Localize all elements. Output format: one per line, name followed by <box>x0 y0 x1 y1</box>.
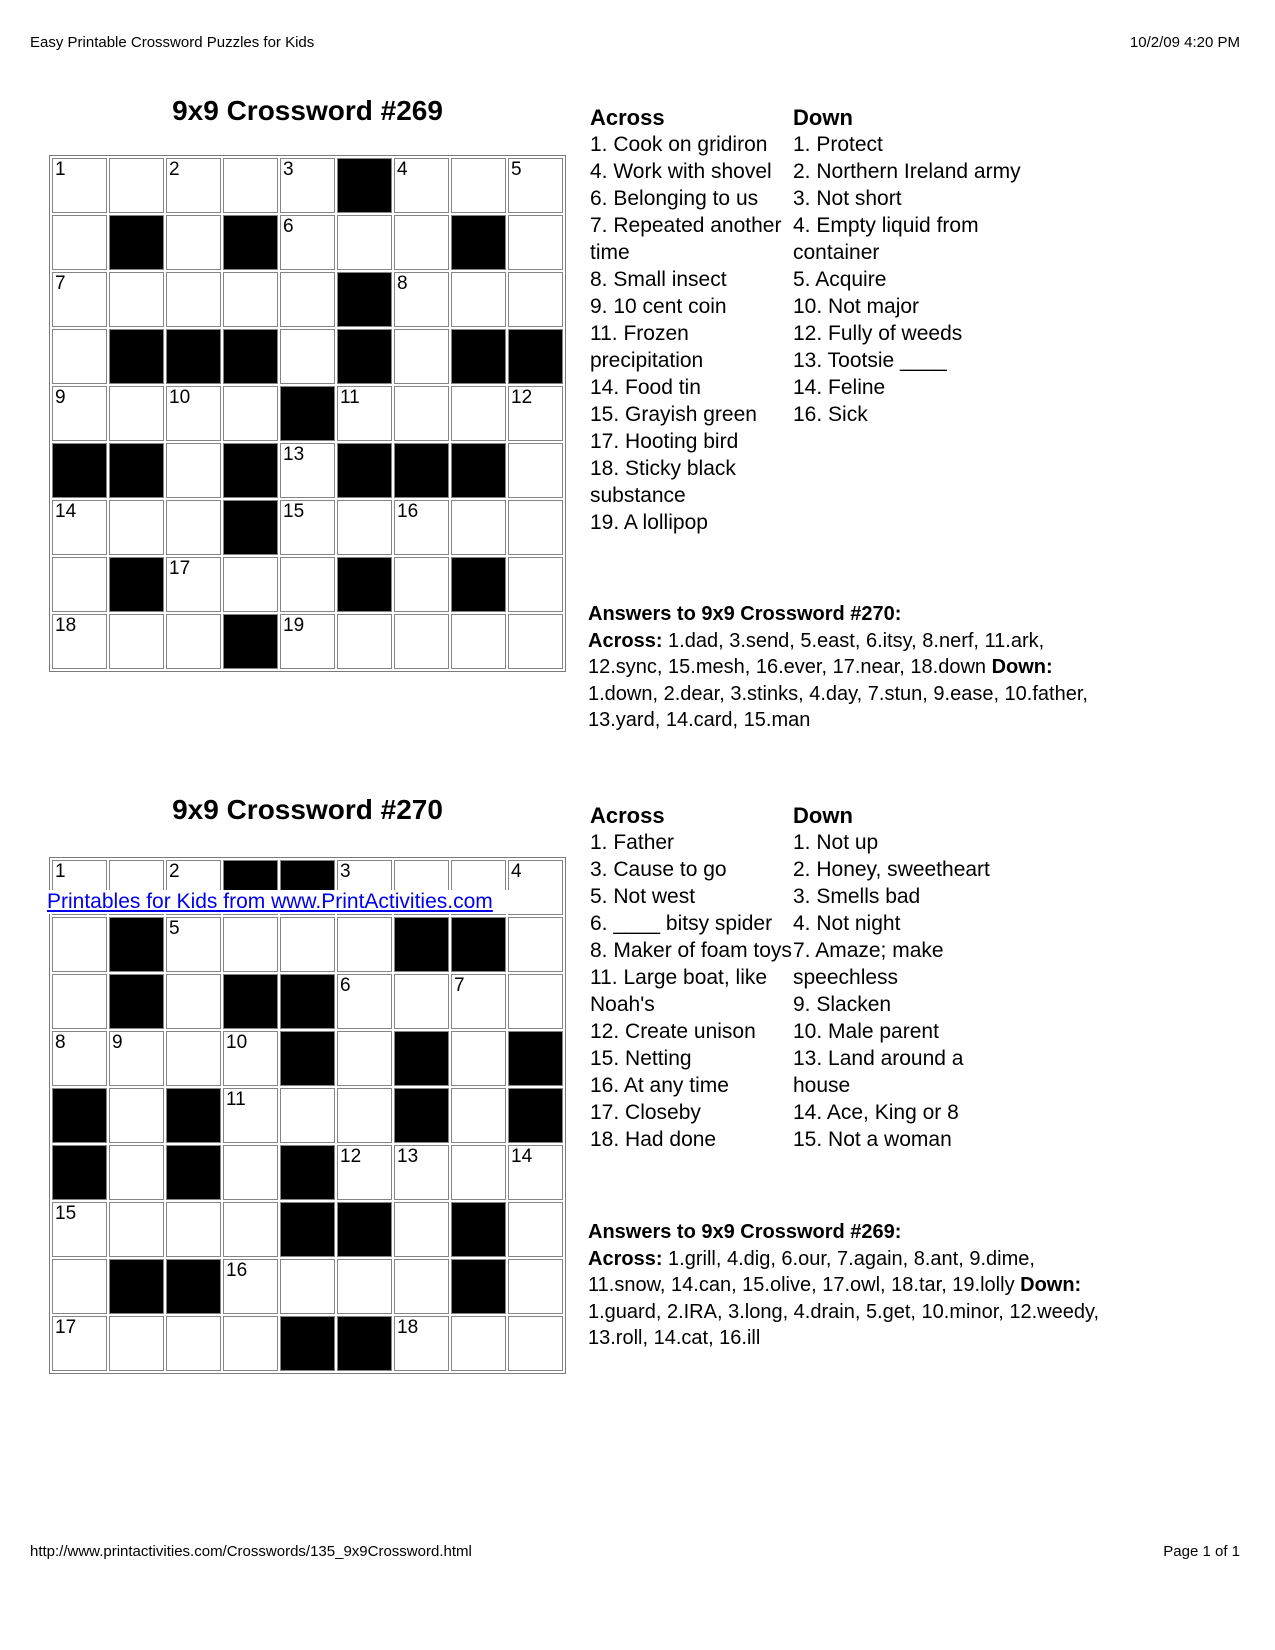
grid-cell-black <box>451 557 506 612</box>
grid-cell-black <box>451 1259 506 1314</box>
answers-line: Across: 1.grill, 4.dig, 6.our, 7.again, 8.ant, 9.dime, <box>588 1247 1035 1270</box>
clue-line: 8. Small insect <box>590 268 727 291</box>
grid-cell <box>394 1259 449 1314</box>
clue-line: 18. Sticky black <box>590 457 736 480</box>
grid-cell-black <box>394 1088 449 1143</box>
grid-cell-black <box>337 1202 392 1257</box>
cell-number: 12 <box>511 387 533 408</box>
cell-number: 4 <box>397 159 408 180</box>
grid-cell-black <box>394 1031 449 1086</box>
printables-link-strip <box>47 890 553 914</box>
cell-number: 17 <box>169 558 191 579</box>
grid-cell <box>280 272 335 327</box>
clue-line: Noah's <box>590 993 655 1016</box>
clue-line: 15. Not a woman <box>793 1128 952 1151</box>
grid-cell <box>394 272 449 327</box>
footer-page-number: Page 1 of 1 <box>1163 1543 1240 1560</box>
clue-line: 11. Large boat, like <box>590 966 768 989</box>
grid-cell-black <box>337 557 392 612</box>
grid-cell-black <box>109 1259 164 1314</box>
cell-number: 7 <box>454 975 465 996</box>
grid-cell <box>223 1259 278 1314</box>
answers-line: 1.down, 2.dear, 3.stinks, 4.day, 7.stun, 9.ease, 10.father, <box>588 682 1088 705</box>
grid-cell <box>223 557 278 612</box>
puzzle2-answers-block <box>588 1219 1100 1352</box>
cell-number: 10 <box>169 387 191 408</box>
grid-cell <box>280 215 335 270</box>
clue-line: 3. Cause to go <box>590 858 727 881</box>
grid-cell <box>52 329 107 384</box>
grid-cell-black <box>508 1088 563 1143</box>
clue-line: 1. Father <box>590 831 675 854</box>
grid-cell <box>394 500 449 555</box>
grid-cell-black <box>508 329 563 384</box>
grid-cell <box>337 614 392 669</box>
puzzle2-title: 9x9 Crossword #270 <box>172 794 443 825</box>
grid-cell-black <box>337 329 392 384</box>
grid-cell <box>52 974 107 1029</box>
grid-cell <box>109 500 164 555</box>
grid-cell <box>109 158 164 213</box>
cell-number: 5 <box>169 918 180 939</box>
grid-cell <box>394 1202 449 1257</box>
answers-line: Across: 1.dad, 3.send, 5.east, 6.itsy, 8.nerf, 11.ark, <box>588 629 1045 652</box>
grid-cell-black <box>451 329 506 384</box>
cell-number: 6 <box>283 216 294 237</box>
grid-cell <box>109 1316 164 1371</box>
grid-cell <box>52 215 107 270</box>
grid-cell <box>223 158 278 213</box>
grid-cell <box>166 1202 221 1257</box>
grid-cell-black <box>451 215 506 270</box>
clue-line: 14. Ace, King or 8 <box>793 1101 959 1124</box>
clue-line: 10. Male parent <box>793 1020 939 1043</box>
grid-cell-black <box>166 329 221 384</box>
grid-cell <box>337 1145 392 1200</box>
clue-line: 18. Had done <box>590 1128 717 1151</box>
grid-cell <box>508 1202 563 1257</box>
grid-cell <box>394 1316 449 1371</box>
clue-line: house <box>793 1074 851 1097</box>
grid-cell <box>109 1145 164 1200</box>
grid-cell <box>280 917 335 972</box>
across-clue-list <box>590 131 822 536</box>
grid-cell <box>223 1031 278 1086</box>
clue-line: 5. Acquire <box>793 268 887 291</box>
grid-cell <box>451 1316 506 1371</box>
grid-cell <box>337 1259 392 1314</box>
clue-line: 10. Not major <box>793 295 920 318</box>
grid-cell <box>508 614 563 669</box>
cell-number: 12 <box>340 1146 362 1167</box>
cell-number: 19 <box>283 615 305 636</box>
grid-cell-black <box>109 557 164 612</box>
grid-cell <box>451 1031 506 1086</box>
grid-cell-black <box>223 974 278 1029</box>
clue-line: 15. Netting <box>590 1047 692 1070</box>
clue-line: 7. Amaze; make <box>793 939 944 962</box>
grid-cell <box>508 443 563 498</box>
grid-cell <box>166 1316 221 1371</box>
grid-cell <box>451 500 506 555</box>
grid-cell <box>508 386 563 441</box>
grid-cell <box>52 1031 107 1086</box>
grid-cell <box>52 1259 107 1314</box>
clue-line: 1. Protect <box>793 133 883 156</box>
footer-url: http://www.printactivities.com/Crosswords/135_9x9Crossword.html <box>30 1543 472 1560</box>
grid-cell-black <box>394 443 449 498</box>
cell-number: 14 <box>55 501 77 522</box>
grid-cell <box>109 272 164 327</box>
grid-cell <box>508 974 563 1029</box>
grid-cell-black <box>223 215 278 270</box>
clue-line: 11. Frozen <box>590 322 689 345</box>
puzzle2-crossword-grid <box>49 857 566 1374</box>
down-clue-list <box>793 829 1045 1153</box>
clue-line: 1. Not up <box>793 831 879 854</box>
grid-cell <box>280 329 335 384</box>
clue-line: 4. Not night <box>793 912 901 935</box>
cell-number: 16 <box>397 501 419 522</box>
cell-number: 3 <box>340 861 351 882</box>
grid-cell <box>451 158 506 213</box>
cell-number: 16 <box>226 1260 248 1281</box>
grid-cell <box>337 215 392 270</box>
across-header: Across <box>590 105 665 130</box>
grid-cell <box>337 1088 392 1143</box>
grid-cell <box>280 158 335 213</box>
grid-cell <box>166 614 221 669</box>
grid-cell <box>166 974 221 1029</box>
grid-cell <box>52 272 107 327</box>
grid-cell-black <box>109 329 164 384</box>
grid-cell <box>451 974 506 1029</box>
grid-cell-black <box>166 1259 221 1314</box>
clue-line: 5. Not west <box>590 885 696 908</box>
answers-line: 13.roll, 14.cat, 16.ill <box>588 1327 761 1350</box>
grid-cell <box>394 974 449 1029</box>
grid-cell <box>451 386 506 441</box>
puzzle1-crossword-grid <box>49 155 566 672</box>
grid-cell <box>166 917 221 972</box>
cell-number: 9 <box>112 1032 123 1053</box>
clue-line: 3. Not short <box>793 187 902 210</box>
cell-number: 8 <box>397 273 408 294</box>
puzzle1-answers-block <box>588 601 1090 734</box>
clue-line: 1. Cook on gridiron <box>590 133 768 156</box>
grid-cell-black <box>280 974 335 1029</box>
grid-cell <box>280 614 335 669</box>
cell-number: 1 <box>55 159 66 180</box>
cell-number: 3 <box>283 159 294 180</box>
grid-cell <box>337 500 392 555</box>
grid-cell <box>337 974 392 1029</box>
clue-line: substance <box>590 484 686 507</box>
cell-number: 6 <box>340 975 351 996</box>
grid-cell-black <box>337 443 392 498</box>
grid-cell <box>337 386 392 441</box>
cell-number: 13 <box>283 444 305 465</box>
grid-cell <box>223 1316 278 1371</box>
grid-cell <box>52 1316 107 1371</box>
grid-cell-black <box>451 1202 506 1257</box>
grid-cell <box>52 917 107 972</box>
grid-cell <box>223 1145 278 1200</box>
grid-cell <box>223 1088 278 1143</box>
grid-cell-black <box>223 614 278 669</box>
clue-line: 13. Tootsie ____ <box>793 349 947 372</box>
grid-cell <box>508 272 563 327</box>
grid-cell <box>109 1202 164 1257</box>
clue-line: 6. ____ bitsy spider <box>590 912 773 935</box>
puzzle1-down-clues <box>793 104 1075 428</box>
answers-line: 1.guard, 2.IRA, 3.long, 4.drain, 5.get, 10.minor, 12.weedy, <box>588 1300 1100 1323</box>
down-header: Down <box>793 105 853 130</box>
answers-title: Answers to 9x9 Crossword #269: <box>588 1221 902 1243</box>
grid-cell <box>52 557 107 612</box>
down-clue-list <box>793 131 1075 428</box>
grid-cell <box>166 1031 221 1086</box>
across-header: Across <box>590 803 665 828</box>
grid-cell <box>280 1088 335 1143</box>
cell-number: 7 <box>55 273 66 294</box>
clue-line: 17. Closeby <box>590 1101 701 1124</box>
grid-cell-black <box>109 443 164 498</box>
grid-cell-black <box>280 386 335 441</box>
grid-cell-black <box>451 917 506 972</box>
grid-cell-black <box>223 329 278 384</box>
grid-cell <box>394 158 449 213</box>
clue-line: 9. Slacken <box>793 993 892 1016</box>
print-header-timestamp: 10/2/09 4:20 PM <box>1129 34 1240 51</box>
clue-line: precipitation <box>590 349 704 372</box>
grid-cell <box>508 215 563 270</box>
grid-cell-black <box>109 974 164 1029</box>
cell-number: 15 <box>283 501 305 522</box>
grid-cell <box>52 386 107 441</box>
cell-number: 10 <box>226 1032 248 1053</box>
clue-line: 2. Northern Ireland army <box>793 160 1021 183</box>
grid-cell <box>508 557 563 612</box>
grid-cell <box>451 614 506 669</box>
grid-cell-black <box>52 443 107 498</box>
grid-cell <box>166 272 221 327</box>
answers-line: 11.snow, 14.can, 15.olive, 17.owl, 18.tar, 19.lolly Down: <box>588 1274 1082 1297</box>
puzzle1-title: 9x9 Crossword #269 <box>172 95 443 126</box>
grid-cell <box>166 557 221 612</box>
answers-text <box>588 628 1090 734</box>
cell-number: 17 <box>55 1317 77 1338</box>
cell-number: 9 <box>55 387 66 408</box>
clue-line: 4. Work with shovel <box>590 160 772 183</box>
grid-cell-black <box>508 1031 563 1086</box>
grid-cell <box>394 614 449 669</box>
grid-cell-black <box>52 1145 107 1200</box>
clue-line: 14. Food tin <box>590 376 701 399</box>
grid-cell <box>451 1145 506 1200</box>
grid-cell-black <box>223 443 278 498</box>
grid-cell-black <box>280 1145 335 1200</box>
cell-number: 5 <box>511 159 522 180</box>
answers-text <box>588 1246 1100 1352</box>
cell-number: 4 <box>511 861 522 882</box>
grid-cell-black <box>280 1202 335 1257</box>
grid-cell <box>109 386 164 441</box>
grid-cell-black <box>166 1145 221 1200</box>
grid-cell-black <box>337 158 392 213</box>
grid-cell <box>223 1202 278 1257</box>
cell-number: 18 <box>55 615 77 636</box>
clue-line: 17. Hooting bird <box>590 430 739 453</box>
grid-cell <box>508 158 563 213</box>
clue-line: 3. Smells bad <box>793 885 921 908</box>
grid-cell <box>508 1316 563 1371</box>
clue-line: 14. Feline <box>793 376 886 399</box>
clue-line: 12. Fully of weeds <box>793 322 963 345</box>
grid-cell <box>280 500 335 555</box>
grid-cell <box>52 614 107 669</box>
clue-line: 15. Grayish green <box>590 403 757 426</box>
grid-cell <box>280 443 335 498</box>
answers-line: 12.sync, 15.mesh, 16.ever, 17.near, 18.down Down: <box>588 656 1053 679</box>
grid-cell-black <box>109 917 164 972</box>
grid-cell <box>451 1088 506 1143</box>
grid-cell <box>223 272 278 327</box>
grid-cell <box>451 272 506 327</box>
clue-line: time <box>590 241 630 264</box>
grid-cell <box>52 500 107 555</box>
grid-cell <box>109 1031 164 1086</box>
down-header: Down <box>793 803 853 828</box>
grid-cell-black <box>337 272 392 327</box>
grid-cell <box>52 158 107 213</box>
puzzle2-down-clues <box>793 802 1045 1153</box>
cell-number: 1 <box>55 861 66 882</box>
clue-line: speechless <box>793 966 899 989</box>
cell-number: 18 <box>397 1317 419 1338</box>
clue-line: 16. Sick <box>793 403 868 426</box>
grid-cell-black <box>280 1316 335 1371</box>
clue-line: 7. Repeated another <box>590 214 782 237</box>
grid-cell-black <box>166 1088 221 1143</box>
grid-cell <box>223 917 278 972</box>
grid-cell <box>52 1202 107 1257</box>
clue-line: 8. Maker of foam toys <box>590 939 792 962</box>
clue-line: 6. Belonging to us <box>590 187 759 210</box>
cell-number: 15 <box>55 1203 77 1224</box>
clue-line: 12. Create unison <box>590 1020 756 1043</box>
grid-cell <box>394 557 449 612</box>
cell-number: 11 <box>226 1089 246 1110</box>
puzzle1-across-clues <box>590 104 822 536</box>
clue-line: 9. 10 cent coin <box>590 295 727 318</box>
answers-title: Answers to 9x9 Crossword #270: <box>588 603 902 625</box>
cell-number: 13 <box>397 1146 419 1167</box>
grid-cell <box>166 158 221 213</box>
printactivities-link[interactable]: Printables for Kids from www.PrintActivities.com <box>47 890 493 913</box>
grid-cell <box>109 614 164 669</box>
grid-cell <box>337 1031 392 1086</box>
grid-cell-black <box>52 1088 107 1143</box>
grid-cell-black <box>109 215 164 270</box>
grid-cell-black <box>223 500 278 555</box>
cell-number: 2 <box>169 159 180 180</box>
grid-cell <box>508 1145 563 1200</box>
clue-line: 19. A lollipop <box>590 511 708 534</box>
grid-cell <box>394 215 449 270</box>
grid-cell <box>166 500 221 555</box>
clue-line: 16. At any time <box>590 1074 729 1097</box>
cell-number: 2 <box>169 861 180 882</box>
grid-cell <box>508 500 563 555</box>
grid-cell <box>394 1145 449 1200</box>
cell-number: 8 <box>55 1032 66 1053</box>
grid-cell <box>337 917 392 972</box>
grid-cell <box>508 1259 563 1314</box>
answers-line: 13.yard, 14.card, 15.man <box>588 709 811 732</box>
grid-cell <box>166 443 221 498</box>
grid-cell-black <box>337 1316 392 1371</box>
grid-cell <box>223 386 278 441</box>
grid-cell <box>166 215 221 270</box>
grid-cell-black <box>280 1031 335 1086</box>
clue-line: container <box>793 241 880 264</box>
grid-cell <box>109 1088 164 1143</box>
clue-line: 2. Honey, sweetheart <box>793 858 990 881</box>
grid-cell <box>166 386 221 441</box>
grid-cell-black <box>394 917 449 972</box>
cell-number: 11 <box>340 387 360 408</box>
grid-cell <box>394 329 449 384</box>
grid-cell <box>280 557 335 612</box>
grid-cell <box>394 386 449 441</box>
clue-line: 13. Land around a <box>793 1047 964 1070</box>
cell-number: 14 <box>511 1146 533 1167</box>
clue-line: 4. Empty liquid from <box>793 214 979 237</box>
grid-cell <box>508 917 563 972</box>
print-header-title: Easy Printable Crossword Puzzles for Kids <box>30 34 315 51</box>
grid-cell <box>280 1259 335 1314</box>
grid-cell-black <box>451 443 506 498</box>
